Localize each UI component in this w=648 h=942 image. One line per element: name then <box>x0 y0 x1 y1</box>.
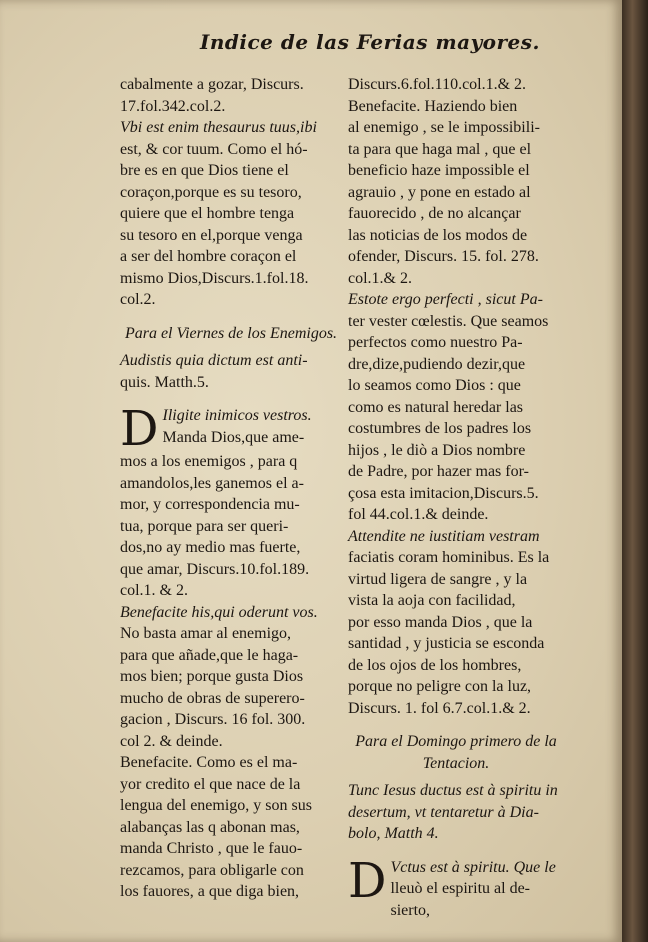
drop-cap-paragraph <box>120 405 342 451</box>
section-heading: Tentacion. <box>422 754 490 772</box>
text-line: amandolos,les ganemos el a- <box>120 474 304 492</box>
text-line: Manda Dios,que ame- <box>162 428 305 446</box>
book-gutter <box>622 0 648 942</box>
text-line: quiere que el hombre tenga <box>120 205 295 222</box>
text-line: como es natural heredar las <box>348 398 524 416</box>
text-line: bre es en que Dios tiene el <box>120 162 289 179</box>
text-line: hijos , le diò a Dios nombre <box>348 441 526 459</box>
text-line: de Padre, por hazer mas for- <box>348 463 529 480</box>
text-line: est, & cor tuum. Como el hó- <box>120 140 308 158</box>
text-line: las noticias de los modos de <box>348 226 528 244</box>
text-line: rezcamos, para obligarle con <box>120 861 304 879</box>
text-line: costumbres de los padres los <box>348 420 532 437</box>
text-line: cabalmente a gozar, Discurs. <box>120 76 304 93</box>
text-line: Vctus est à spiritu. Que le <box>390 858 556 876</box>
text-line: desertum, vt tentaretur à Dia- <box>348 803 539 821</box>
spacer <box>120 393 342 405</box>
text-line: col 2. & deinde. <box>120 732 223 750</box>
text-line: col.2. <box>120 291 156 308</box>
section-heading: Para el Viernes de los Enemigos. <box>124 324 338 342</box>
text-line: Discurs. 1. fol 6.7.col.1.& 2. <box>348 699 531 717</box>
running-header: Indice de las Ferias mayores. <box>200 30 541 54</box>
text-line: porque no peligre con la luz, <box>348 678 532 695</box>
text-line: santidad , y justicia se esconda <box>348 635 545 652</box>
text-line: su tesoro en el,porque venga <box>120 226 303 244</box>
text-line: Estote ergo perfecti , sicut Pa- <box>348 291 543 308</box>
text-line: bolo, Matth 4. <box>348 825 439 842</box>
text-line: los fauores, a que diga bien, <box>120 883 300 900</box>
text-line: fol 44.col.1.& deinde. <box>348 506 489 523</box>
text-line: manda Christo , que le fauo- <box>120 840 303 857</box>
text-line: lo seamos como Dios : que <box>348 377 521 394</box>
spacer <box>120 311 342 323</box>
text-line: quis. Matth.5. <box>120 373 209 391</box>
text-line: Iligite inimicos vestros. <box>162 407 312 424</box>
text-line: faciatis coram hominibus. Es la <box>348 549 550 566</box>
text-line: Tunc Iesus ductus est à spiritu in <box>348 782 558 799</box>
text-line: vista la aoja con facilidad, <box>348 592 516 609</box>
text-line: mucho de obras de superero- <box>120 689 305 707</box>
drop-cap: D <box>348 856 387 909</box>
text-line: ofender, Discurs. 15. fol. 278. <box>348 248 539 265</box>
text-line: Attendite ne iustitiam vestram <box>348 527 540 545</box>
text-line: para que añade,que le haga- <box>120 646 299 664</box>
spacer <box>348 845 564 857</box>
spacer <box>348 719 564 731</box>
text-line: çosa esta imitacion,Discurs.5. <box>348 484 539 502</box>
text-line: por esso manda Dios , que la <box>348 613 533 631</box>
right-column <box>348 74 564 921</box>
text-line: fauorecido , de no alcançar <box>348 205 521 222</box>
text-line: gacion , Discurs. 16 fol. 300. <box>120 711 306 728</box>
text-line: col.1.& 2. <box>348 269 412 287</box>
text-line: ter vester cœlestis. Que seamos <box>348 312 549 330</box>
text-line: Discurs.6.fol.110.col.1.& 2. <box>348 76 527 93</box>
text-line: Vbi est enim thesaurus tuus,ibi <box>120 119 317 136</box>
text-line: de los ojos de los hombres, <box>348 656 522 674</box>
text-line: perfectos como nuestro Pa- <box>348 334 523 351</box>
text-line: sierto, <box>390 901 431 919</box>
text-line: alabanças las q abonan mas, <box>120 818 300 836</box>
text-line: que amar, Discurs.10.fol.189. <box>120 560 310 578</box>
text-line: 17.fol.342.col.2. <box>120 97 226 115</box>
text-line: col.1. & 2. <box>120 582 188 599</box>
text-line: yor credito el que nace de la <box>120 775 301 793</box>
text-line: Benefacite his,qui oderunt vos. <box>120 603 318 621</box>
section-heading: Para el Domingo primero de la <box>355 733 557 750</box>
text-line: No basta amar al enemigo, <box>120 625 292 642</box>
drop-cap-paragraph <box>348 857 564 922</box>
drop-cap: D <box>120 405 159 451</box>
text-line: ta para que haga mal , que el <box>348 140 532 158</box>
text-line: mos bien; porque gusta Dios <box>120 668 304 685</box>
text-line: lleuò el espiritu al de- <box>390 880 530 897</box>
text-line: Audistis quia dictum est anti- <box>120 352 308 369</box>
text-line: a ser del hombre coraçon el <box>120 248 297 265</box>
text-line: coraçon,porque es su tesoro, <box>120 183 302 201</box>
text-line: mos a los enemigos , para q <box>120 453 298 470</box>
text-line: dos,no ay medio mas fuerte, <box>120 539 301 556</box>
text-line: dre,dize,pudiendo dezir,que <box>348 355 526 373</box>
text-line: Benefacite. Como es el ma- <box>120 754 298 771</box>
text-line: Benefacite. Haziendo bien <box>348 97 518 115</box>
text-line: virtud ligera de sangre , y la <box>348 570 528 588</box>
text-line: agrauio , y pone en estado al <box>348 183 531 201</box>
text-line: lengua del enemigo, y son sus <box>120 797 312 814</box>
text-line: mor, y correspondencia mu- <box>120 496 300 513</box>
text-line: beneficio haze impossible el <box>348 162 530 179</box>
text-line: mismo Dios,Discurs.1.fol.18. <box>120 269 309 287</box>
text-line: al enemigo , se le impossibili- <box>348 119 540 136</box>
left-column <box>120 74 342 903</box>
text-line: tua, porque para ser queri- <box>120 517 289 535</box>
